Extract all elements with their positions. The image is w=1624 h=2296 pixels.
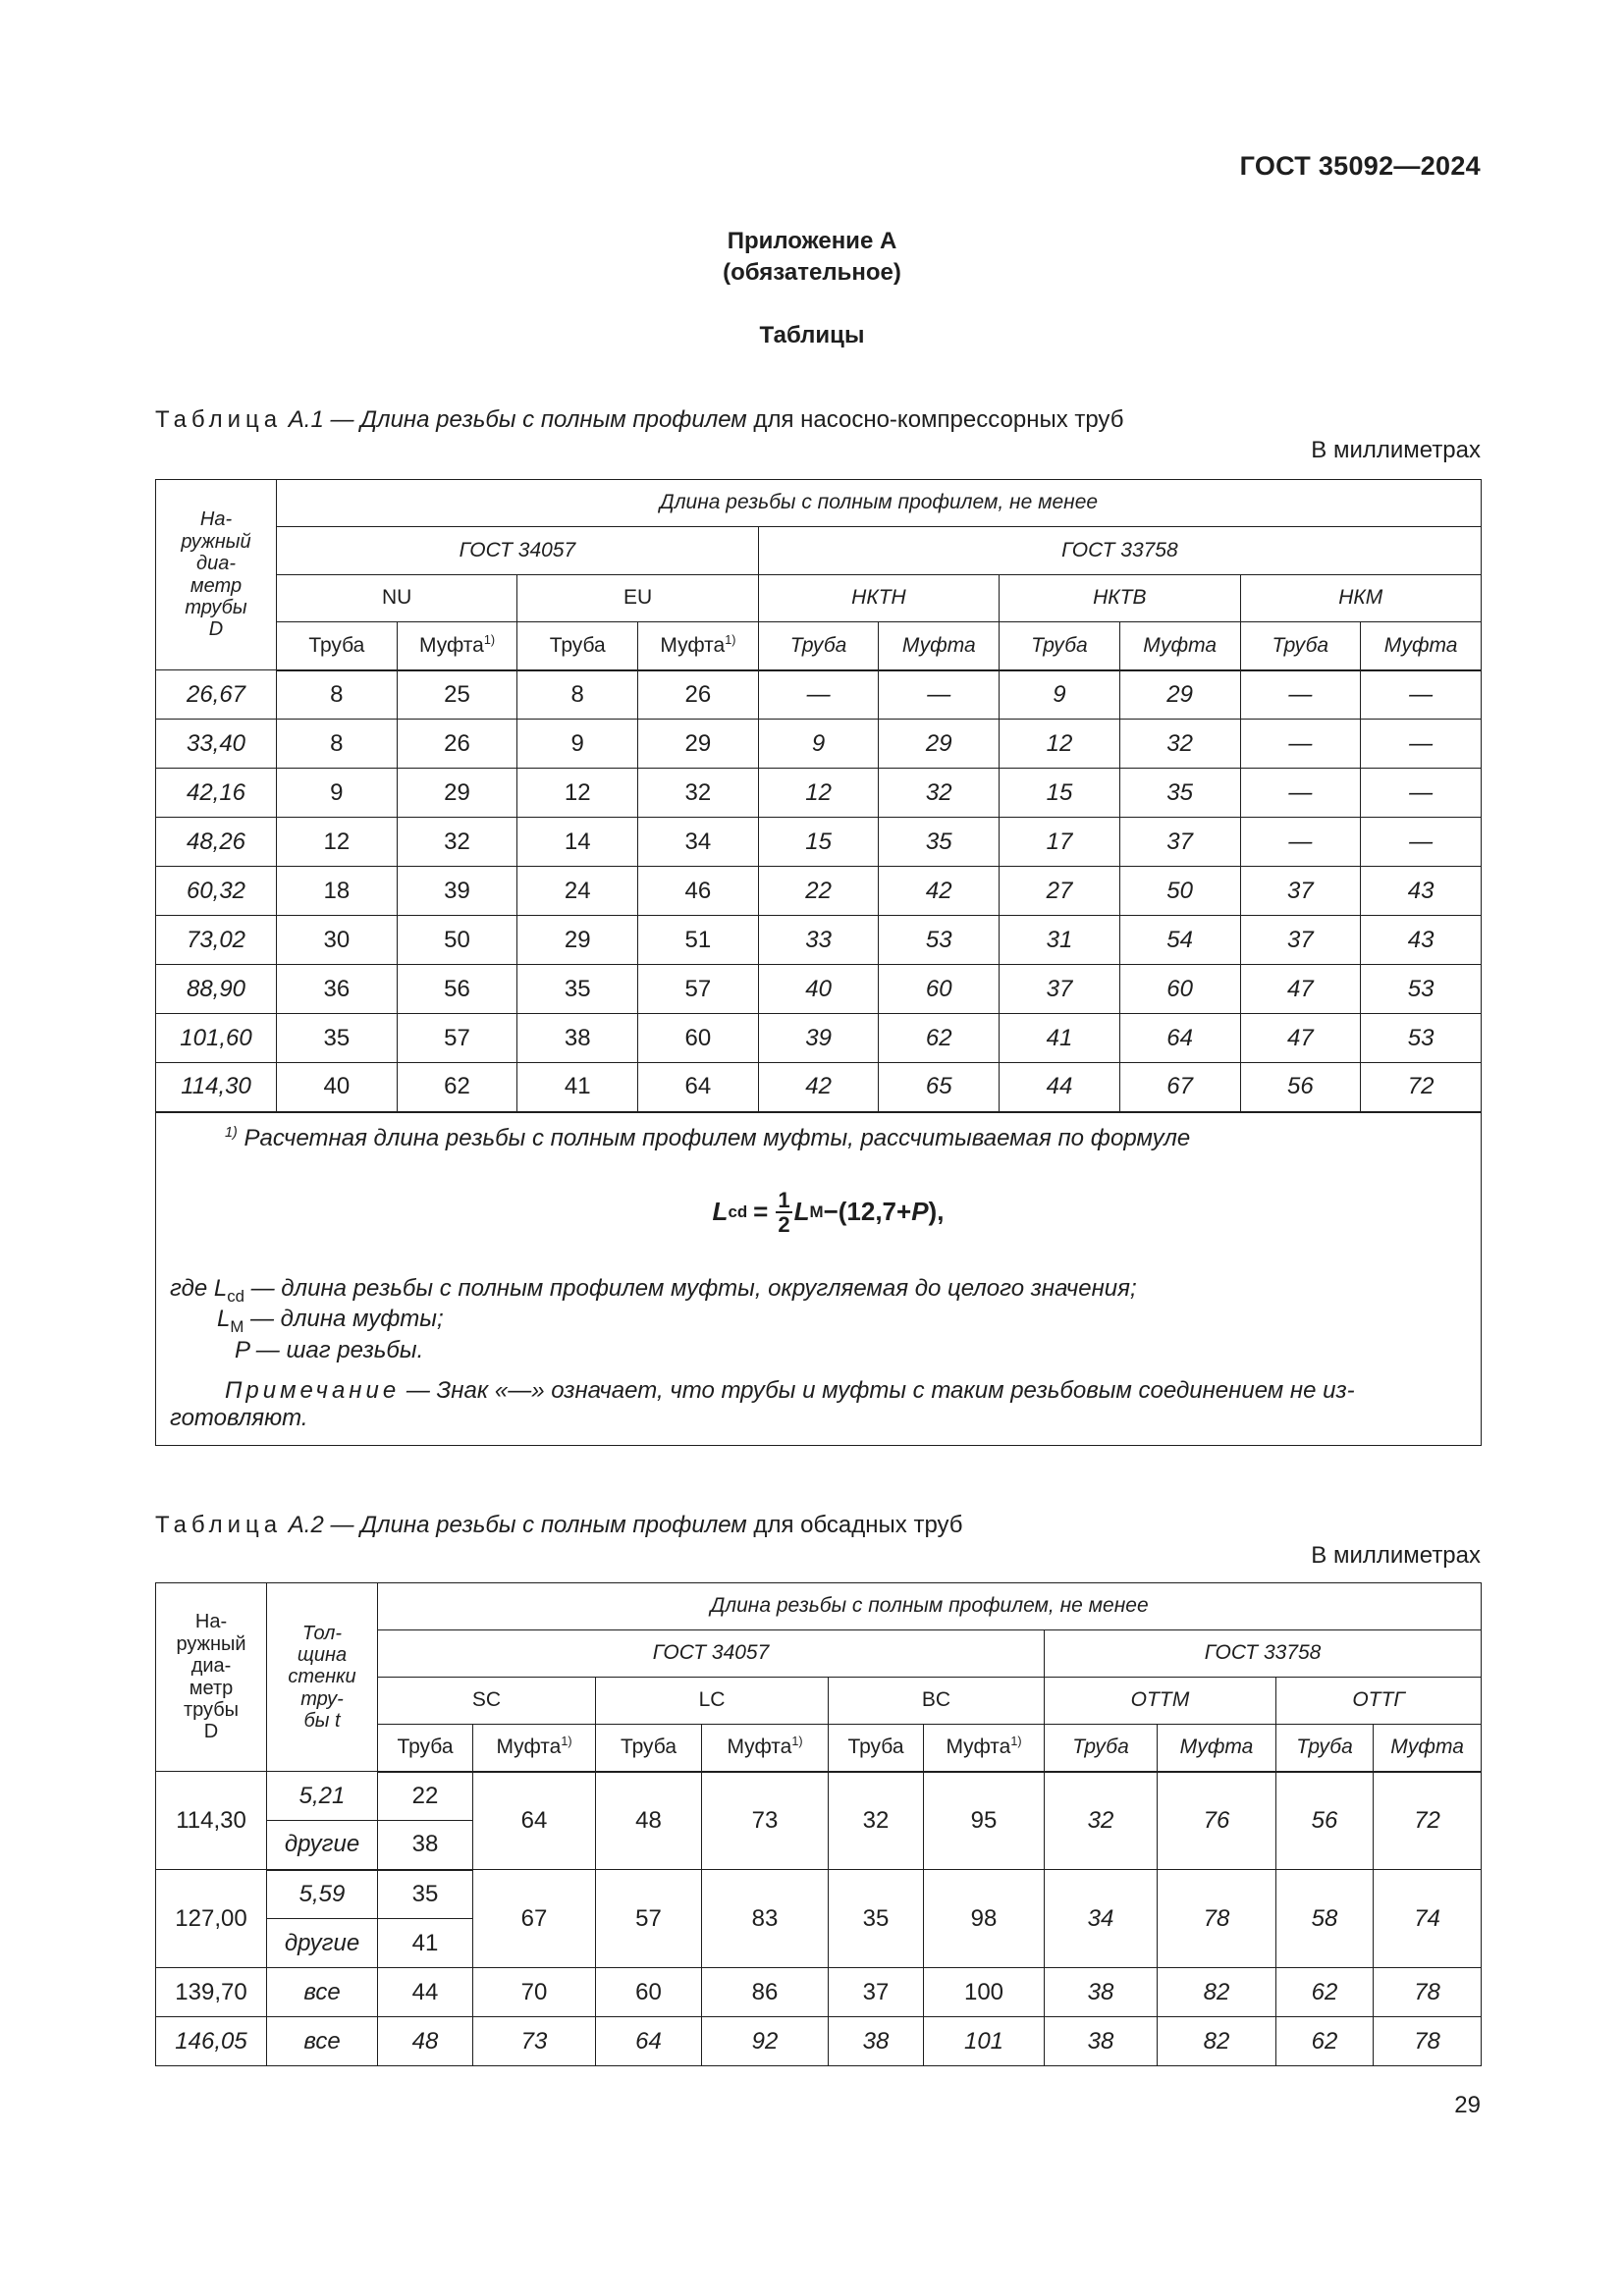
cell-diameter: 114,30 xyxy=(156,1063,277,1112)
cell: другие xyxy=(267,1821,378,1870)
header-coupling: Муфта$^{1)}$ xyxy=(473,1725,596,1772)
cell: 38 xyxy=(1045,2017,1158,2066)
cell: 76 xyxy=(1158,1772,1276,1870)
remark-continued: готовляют. xyxy=(170,1404,308,1431)
cell: 26 xyxy=(397,720,517,769)
cell: 57 xyxy=(397,1014,517,1063)
cell: — xyxy=(1240,818,1361,867)
cell: 32 xyxy=(829,1772,924,1870)
header-gost-34057: ГОСТ 34057 xyxy=(277,527,759,575)
table-row xyxy=(156,1014,1482,1063)
cell: 127,00 xyxy=(156,1870,267,1968)
cell: 32 xyxy=(879,769,1000,818)
cell: 46 xyxy=(638,867,759,916)
header-wall-thickness: Тол- щина стенки тру- бы t xyxy=(267,1583,378,1772)
table-row xyxy=(156,720,1482,769)
cell: — xyxy=(1361,818,1482,867)
header-coupling: Муфта xyxy=(1374,1725,1482,1772)
header-pipe: Труба xyxy=(378,1725,473,1772)
cell: 62 xyxy=(1276,2017,1374,2066)
cell: 57 xyxy=(638,965,759,1014)
cell: 29 xyxy=(517,916,638,965)
table-row xyxy=(156,818,1482,867)
cell: 22 xyxy=(758,867,879,916)
header-thread-length: Длина резьбы с полным профилем, не менее xyxy=(277,480,1482,527)
cell: 56 xyxy=(1240,1063,1361,1112)
cell: 92 xyxy=(702,2017,829,2066)
cell: 39 xyxy=(758,1014,879,1063)
header-ottm: ОТТМ xyxy=(1045,1678,1276,1725)
cell: 83 xyxy=(702,1870,829,1968)
cell: 60 xyxy=(596,1968,702,2017)
cell: 9 xyxy=(517,720,638,769)
cell: 48 xyxy=(596,1772,702,1870)
cell: 9 xyxy=(277,769,398,818)
table-row xyxy=(156,670,1482,720)
cell: 78 xyxy=(1374,2017,1482,2066)
header-coupling: Муфта xyxy=(1158,1725,1276,1772)
table-row xyxy=(156,769,1482,818)
fraction: $\frac{1}{2}$ xyxy=(778,1188,790,1238)
cell: 64 xyxy=(596,2017,702,2066)
cell: 42 xyxy=(879,867,1000,916)
cell: 98 xyxy=(924,1870,1045,1968)
cell: 29 xyxy=(638,720,759,769)
cell: 9 xyxy=(758,720,879,769)
header-sc: SC xyxy=(378,1678,596,1725)
header-coupling: Муфта$^{1)}$ xyxy=(397,622,517,670)
table-row xyxy=(156,916,1482,965)
cell: 58 xyxy=(1276,1870,1374,1968)
cell: 62 xyxy=(1276,1968,1374,2017)
cell-diameter: 33,40 xyxy=(156,720,277,769)
cell: 37 xyxy=(1240,916,1361,965)
header-eu: EU xyxy=(517,575,758,622)
cell: 30 xyxy=(277,916,398,965)
cell-diameter: 101,60 xyxy=(156,1014,277,1063)
cell: 5,59 xyxy=(267,1870,378,1919)
footnote: $^{1)}$ Расчетная длина резьбы с полным профилем муфты, рассчитываемая по формуле xyxy=(225,1124,1191,1151)
cell: 62 xyxy=(879,1014,1000,1063)
header-nktn: НКТН xyxy=(758,575,999,622)
cell: 8 xyxy=(277,720,398,769)
cell: 114,30 xyxy=(156,1772,267,1870)
cell: 41 xyxy=(1000,1014,1120,1063)
header-nu: NU xyxy=(277,575,517,622)
cell: 29 xyxy=(1119,670,1240,720)
cell: 64 xyxy=(638,1063,759,1112)
header-coupling: Муфта$^{1)}$ xyxy=(638,622,759,670)
cell: 35 xyxy=(517,965,638,1014)
cell-diameter: 88,90 xyxy=(156,965,277,1014)
document-id: ГОСТ 35092—2024 xyxy=(1239,151,1481,181)
cell: 47 xyxy=(1240,1014,1361,1063)
cell: 42 xyxy=(758,1063,879,1112)
table-a2 xyxy=(155,1582,1482,2066)
cell: 35 xyxy=(1119,769,1240,818)
header-outer-diameter: На- ружный диа- метр трубы D xyxy=(156,480,277,670)
cell: 9 xyxy=(1000,670,1120,720)
section-title: Таблицы xyxy=(759,322,865,348)
cell: 15 xyxy=(1000,769,1120,818)
cell-diameter: 48,26 xyxy=(156,818,277,867)
cell: 37 xyxy=(829,1968,924,2017)
header-gost-33758: ГОСТ 33758 xyxy=(1045,1630,1482,1678)
where-line-2: $L_M$ — длина муфты; xyxy=(217,1306,444,1337)
cell: 27 xyxy=(1000,867,1120,916)
cell: 95 xyxy=(924,1772,1045,1870)
header-coupling: Муфта$^{1)}$ xyxy=(702,1725,829,1772)
page-number: 29 xyxy=(1454,2092,1481,2118)
header-thread-length: Длина резьбы с полным профилем, не менее xyxy=(378,1583,1482,1630)
header-coupling: Муфта xyxy=(1119,622,1240,670)
cell: 82 xyxy=(1158,2017,1276,2066)
header-pipe: Труба xyxy=(829,1725,924,1772)
appendix-status: (обязательное) xyxy=(723,259,901,286)
cell: — xyxy=(1240,670,1361,720)
cell: 50 xyxy=(397,916,517,965)
cell: 18 xyxy=(277,867,398,916)
cell: 40 xyxy=(758,965,879,1014)
cell: 8 xyxy=(517,670,638,720)
header-coupling: Муфта$^{1)}$ xyxy=(924,1725,1045,1772)
cell: 32 xyxy=(638,769,759,818)
cell: 39 xyxy=(397,867,517,916)
cell: 67 xyxy=(473,1870,596,1968)
cell: 73 xyxy=(702,1772,829,1870)
cell: 48 xyxy=(378,2017,473,2066)
cell: 14 xyxy=(517,818,638,867)
cell: 24 xyxy=(517,867,638,916)
cell: 31 xyxy=(1000,916,1120,965)
cell: 67 xyxy=(1119,1063,1240,1112)
table-a2-caption: Таблица А.2 — Длина резьбы с полным профилем для обсадных труб xyxy=(155,1512,963,1538)
cell: 56 xyxy=(397,965,517,1014)
header-pipe: Труба xyxy=(1045,1725,1158,1772)
cell: 146,05 xyxy=(156,2017,267,2066)
cell: — xyxy=(1361,720,1482,769)
cell: 17 xyxy=(1000,818,1120,867)
cell: 64 xyxy=(1119,1014,1240,1063)
cell: 73 xyxy=(473,2017,596,2066)
cell: 12 xyxy=(758,769,879,818)
cell: 35 xyxy=(879,818,1000,867)
cell: 72 xyxy=(1374,1772,1482,1870)
cell: 47 xyxy=(1240,965,1361,1014)
cell: 82 xyxy=(1158,1968,1276,2017)
table-row xyxy=(156,1870,1482,1919)
header-pipe: Труба xyxy=(758,622,879,670)
cell: 53 xyxy=(879,916,1000,965)
cell: — xyxy=(758,670,879,720)
cell: 36 xyxy=(277,965,398,1014)
cell: 12 xyxy=(1000,720,1120,769)
table-row xyxy=(156,1772,1482,1821)
cell: 33 xyxy=(758,916,879,965)
cell: 72 xyxy=(1361,1063,1482,1112)
cell: другие xyxy=(267,1919,378,1968)
cell: — xyxy=(1240,769,1361,818)
header-pipe: Труба xyxy=(517,622,638,670)
header-pipe: Труба xyxy=(1276,1725,1374,1772)
header-pipe: Труба xyxy=(1000,622,1120,670)
where-line-3: P — шаг резьбы. xyxy=(235,1336,424,1363)
cell: — xyxy=(1240,720,1361,769)
cell: 50 xyxy=(1119,867,1240,916)
cell: 32 xyxy=(1119,720,1240,769)
cell: 34 xyxy=(1045,1870,1158,1968)
cell: — xyxy=(1361,769,1482,818)
table-a1-unit: В миллиметрах xyxy=(1311,437,1481,463)
cell: 37 xyxy=(1119,818,1240,867)
cell: 25 xyxy=(397,670,517,720)
cell: 43 xyxy=(1361,916,1482,965)
cell: 64 xyxy=(473,1772,596,1870)
cell: 35 xyxy=(829,1870,924,1968)
header-pipe: Труба xyxy=(277,622,398,670)
cell: 53 xyxy=(1361,965,1482,1014)
table-row xyxy=(156,1968,1482,2017)
header-gost-33758: ГОСТ 33758 xyxy=(758,527,1481,575)
cell-diameter: 26,67 xyxy=(156,670,277,720)
cell: 38 xyxy=(829,2017,924,2066)
header-coupling: Муфта xyxy=(879,622,1000,670)
cell: 78 xyxy=(1158,1870,1276,1968)
appendix-title: Приложение А xyxy=(727,228,897,254)
cell: 101 xyxy=(924,2017,1045,2066)
cell: 15 xyxy=(758,818,879,867)
cell: 139,70 xyxy=(156,1968,267,2017)
cell: 51 xyxy=(638,916,759,965)
cell: все xyxy=(267,2017,378,2066)
table-a2-unit: В миллиметрах xyxy=(1311,1542,1481,1569)
cell: — xyxy=(879,670,1000,720)
cell: 40 xyxy=(277,1063,398,1112)
header-outer-diameter: На- ружный диа- метр трубы D xyxy=(156,1583,267,1772)
cell: 60 xyxy=(1119,965,1240,1014)
cell: 38 xyxy=(378,1821,473,1870)
cell: 29 xyxy=(397,769,517,818)
cell: 44 xyxy=(1000,1063,1120,1112)
header-nktv: НКТВ xyxy=(1000,575,1240,622)
header-lc: LC xyxy=(596,1678,829,1725)
header-bc: BC xyxy=(829,1678,1045,1725)
header-coupling: Муфта xyxy=(1361,622,1482,670)
cell: 38 xyxy=(1045,1968,1158,2017)
cell: все xyxy=(267,1968,378,2017)
cell: 41 xyxy=(517,1063,638,1112)
cell: 43 xyxy=(1361,867,1482,916)
cell: 60 xyxy=(638,1014,759,1063)
cell: 60 xyxy=(879,965,1000,1014)
cell: 37 xyxy=(1000,965,1120,1014)
formula: L cd = $\frac{1}{2}$ L M −(12,7+ P ), xyxy=(712,1188,945,1238)
cell: 38 xyxy=(517,1014,638,1063)
table-row xyxy=(156,965,1482,1014)
cell: 29 xyxy=(879,720,1000,769)
cell: 34 xyxy=(638,818,759,867)
table-row xyxy=(156,2017,1482,2066)
cell: 35 xyxy=(378,1870,473,1919)
cell: 44 xyxy=(378,1968,473,2017)
cell: 35 xyxy=(277,1014,398,1063)
cell: 100 xyxy=(924,1968,1045,2017)
where-line-1: где $L_{cd}$ — длина резьбы с полным профилем муфты, округляемая до целого значения; xyxy=(170,1275,1137,1307)
cell: 53 xyxy=(1361,1014,1482,1063)
cell: 54 xyxy=(1119,916,1240,965)
table-row xyxy=(156,867,1482,916)
cell: 86 xyxy=(702,1968,829,2017)
cell: 22 xyxy=(378,1772,473,1821)
cell-diameter: 73,02 xyxy=(156,916,277,965)
cell: 26 xyxy=(638,670,759,720)
cell: 41 xyxy=(378,1919,473,1968)
cell: 74 xyxy=(1374,1870,1482,1968)
header-gost-34057: ГОСТ 34057 xyxy=(378,1630,1045,1678)
cell: 56 xyxy=(1276,1772,1374,1870)
cell: 65 xyxy=(879,1063,1000,1112)
cell: 57 xyxy=(596,1870,702,1968)
cell: — xyxy=(1361,670,1482,720)
cell: 12 xyxy=(277,818,398,867)
cell-diameter: 60,32 xyxy=(156,867,277,916)
cell: 32 xyxy=(1045,1772,1158,1870)
table-row xyxy=(156,1063,1482,1112)
cell: 32 xyxy=(397,818,517,867)
table-a1-note xyxy=(156,1112,1482,1446)
header-pipe: Труба xyxy=(596,1725,702,1772)
cell: 5,21 xyxy=(267,1772,378,1821)
remark: Примечание — Знак «—» означает, что трубы и муфты с таким резьбовым соединением не из- xyxy=(225,1377,1355,1405)
cell: 12 xyxy=(517,769,638,818)
table-a1-caption: Таблица А.1 — Длина резьбы с полным профилем для насосно-компрессорных труб xyxy=(155,406,1124,433)
header-nkm: НКМ xyxy=(1240,575,1482,622)
cell: 78 xyxy=(1374,1968,1482,2017)
cell: 8 xyxy=(277,670,398,720)
cell: 70 xyxy=(473,1968,596,2017)
cell-diameter: 42,16 xyxy=(156,769,277,818)
header-pipe: Труба xyxy=(1240,622,1361,670)
table-a1 xyxy=(155,479,1482,1446)
cell: 62 xyxy=(397,1063,517,1112)
header-ottg: ОТТГ xyxy=(1276,1678,1482,1725)
cell: 37 xyxy=(1240,867,1361,916)
